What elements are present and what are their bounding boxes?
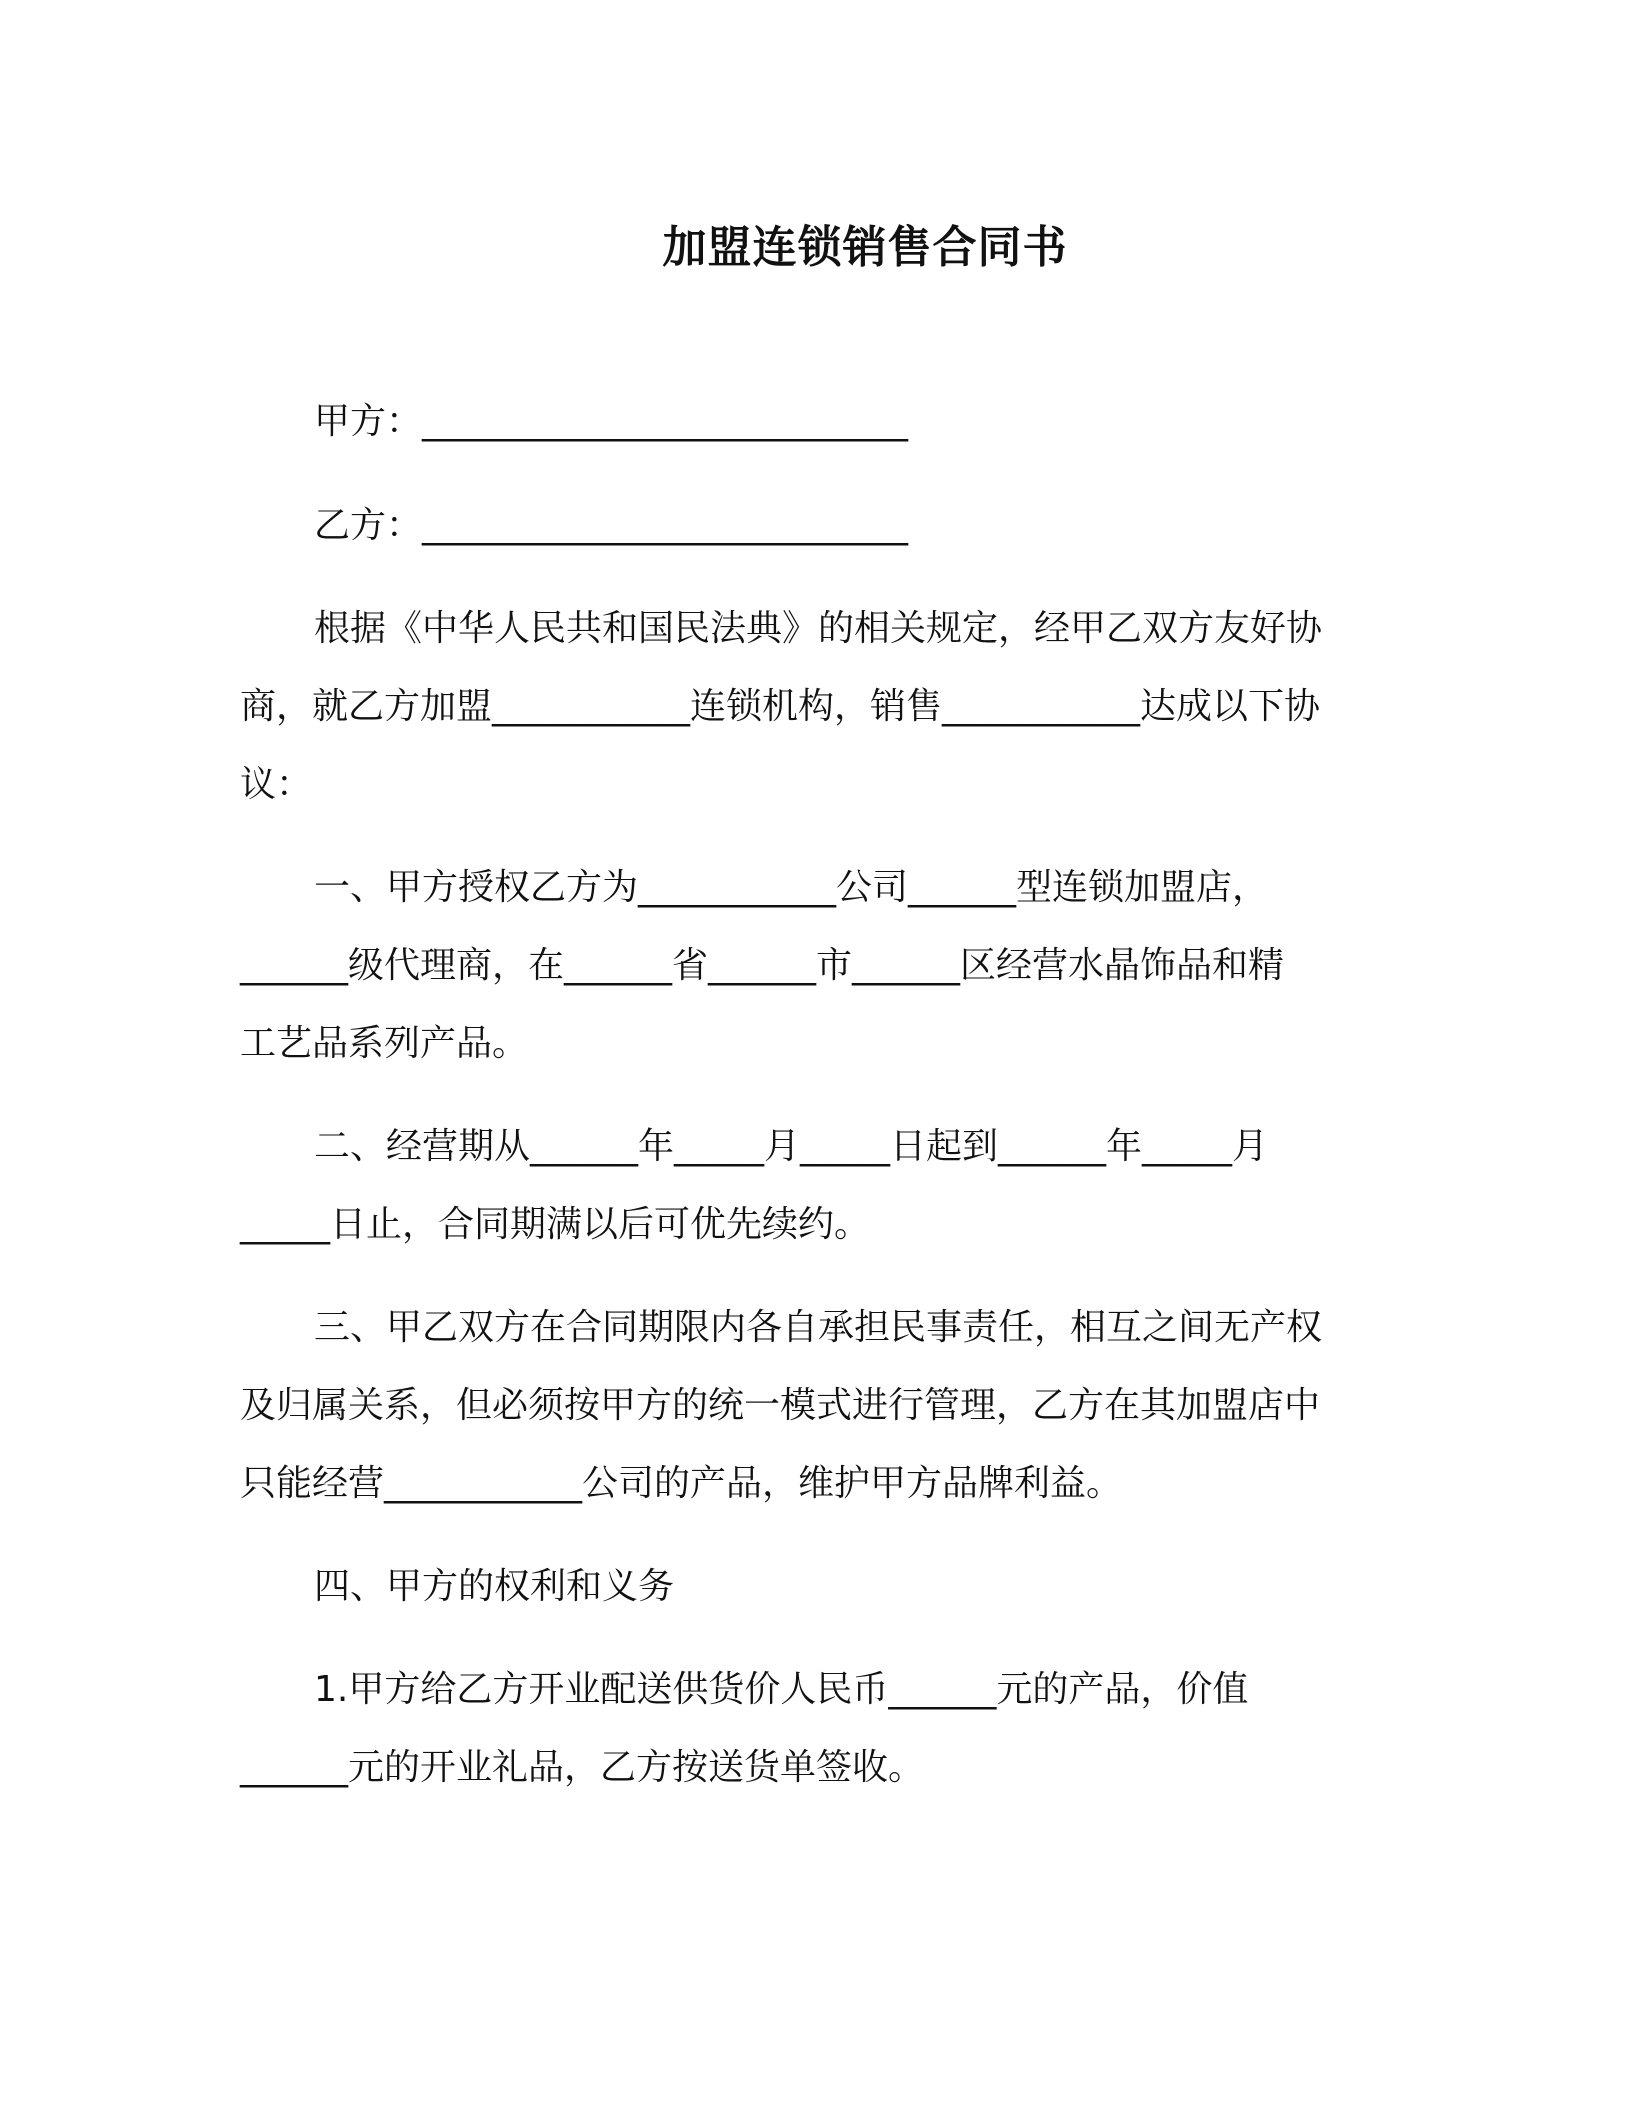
clause-1-line: ______级代理商，在______省______市______区经营水晶饰品和精	[240, 945, 1285, 986]
clause-1-line: 一、甲方授权乙方为___________公司______型连锁加盟店，	[314, 867, 1269, 908]
clause-4-item-line: 1.甲方给乙方开业配送供货价人民币______元的产品，价值	[314, 1669, 1249, 1710]
party-a-line: 甲方：___________________________	[314, 401, 909, 442]
preamble-line: 根据《中华人民共和国民法典》的相关规定，经甲乙双方友好协	[314, 608, 1323, 649]
clause-4-item-line: ______元的开业礼品，乙方按送货单签收。	[240, 1747, 925, 1788]
clause-4-heading: 四、甲方的权利和义务	[314, 1566, 675, 1607]
clause-2-line: _____日止，合同期满以后可优先续约。	[240, 1204, 871, 1245]
preamble-line: 商，就乙方加盟___________连锁机构，销售___________达成以下协	[240, 686, 1321, 727]
clause-3-line: 及归属关系，但必须按甲方的统一模式进行管理，乙方在其加盟店中	[240, 1385, 1321, 1426]
clause-3-line: 只能经营___________公司的产品，维护甲方品牌利益。	[240, 1463, 1123, 1504]
party-b-line: 乙方：___________________________	[314, 505, 909, 546]
document-title: 加盟连锁销售合同书	[662, 222, 1068, 273]
clause-2-line: 二、经营期从______年_____月_____日起到______年_____月	[314, 1126, 1269, 1167]
clause-1-line: 工艺品系列产品。	[240, 1023, 529, 1064]
clause-3-line: 三、甲乙双方在合同期限内各自承担民事责任，相互之间无产权	[314, 1307, 1323, 1348]
preamble-line: 议：	[240, 764, 313, 805]
